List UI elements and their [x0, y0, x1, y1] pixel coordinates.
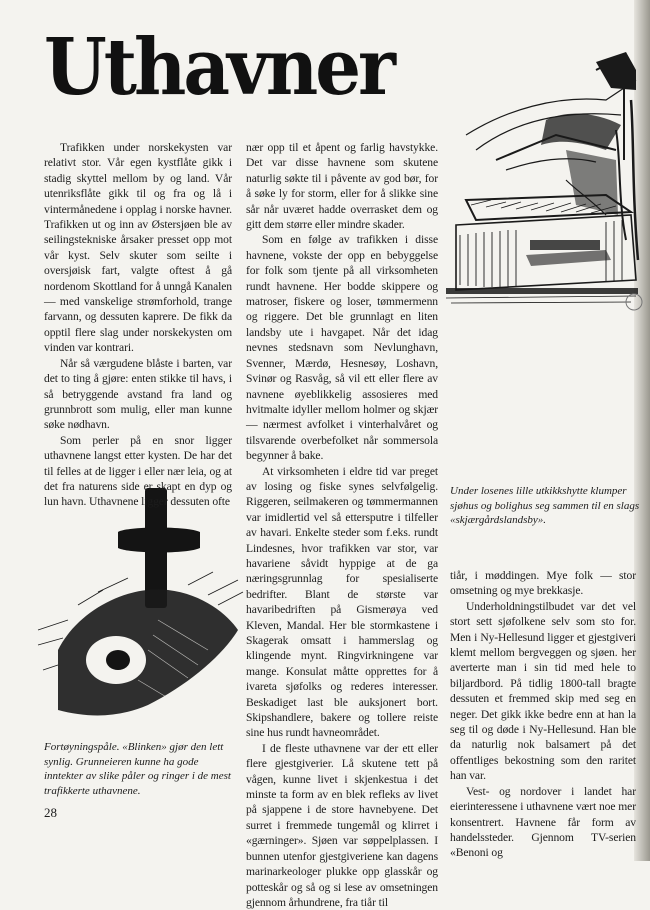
paragraph: nær opp til et åpent og farlig havstykke. Det var disse havnene som skutene naturlig søkte til i påvente av god bør, for å søke ly for storm, eller for å slikke sine sår når uværet hadde overrasket dem og gitt dem større eller mindre skader. [246, 141, 438, 232]
page-title: Uthavner [44, 20, 393, 113]
page-number: 28 [44, 805, 57, 820]
paragraph: tiår, i møddingen. Mye folk — stor omsetning og mye brekkasje. [450, 569, 636, 598]
paragraph: At virksomheten i eldre tid var preget av losing og fiske synes selvfølgelig. Riggeren, seilmakeren og tømmermannen var imidlertid vel så ettersputre i tilfeller av havari. Enkelte steder som f.eks. rundt Lindesnes, hvor trafikken var stor, var havariene såvidt hyppige at de ga næringsgrunnlag for spesialiserte bedrifter. Blant de største var havaribedriften på Gismerøya ved Kleven, Mandal. Her ble stormkastene i Skagerak omsatt i hammerslag og klingende mynt. Ringvirkningene var mange. Konsulat måtte opprettes for å ivareta sjøfolks og rederes interesser. Beskadiget last ble auksjonert bort. Skipshandlere, bakere og tollere reiste sine hus rundt havneområdet. [246, 464, 438, 740]
text-column-2 [246, 140, 438, 910]
paragraph: Som en følge av trafikken i disse havnene, vokste der opp en bebyggelse for folk som tjente på all virksomheten rundt havnene. Her bodde skippere og matroser, fiskere og loser, tømmermenn og riggere. Det ble grunnlagt en liten landsby ute i havgapet. Når det idag nevnes stedsnavn som Nevlunghavn, Svenner, Mærdø, Hesnesøy, Loshavn, Svinør og Rasvåg, så vil ett eller flere av navnene øyeblikkelig assosieres med hvitmalte idyller mellom holmer og skjær — nærmest avfolket i vinterhalvåret og tilsvarende overbefolket når sommersola begynner å bake. [246, 233, 438, 463]
paragraph: Trafikken under norskekysten var relativt stor. Vår egen kystflåte gikk i stadig skyttel mellom by og land. Vår utenriksflåte gikk til og fra og lå i vintermånedene i opplag i norske havner. Trafikken ut og inn av Østersjøen ble av seilingstekniske årsaker presset opp mot vår kyst. Selv skuter som seilte i oversjøisk fart, valgte oftest å gå nordenom Skottland for å unngå Kanalen — med vanskelige strømforhold, trange farvann, og dessuten kaprere. De fikk da opptil flere slag under norskekysten om vinden var kontrari. [44, 141, 232, 355]
text-column-1 [44, 140, 232, 510]
caption-mooring-pole: Fortøyningspåle. «Blinken» gjør den lett synlig. Grunneieren kunne ha gode inntekter av slike påler og ringer i de mest trafikkerte uthavnene. [44, 741, 231, 797]
paragraph: Underholdningstilbudet var det vel stort sett sjøfolkene selv som sto for. Men i Ny-Hellesund ligger et gjestgiveri klemt mellom bergveggen og sjøen. her averterte man i sin tid med hele to biljardbord. På tidlig 1800-tall bragte dessuten et fremmed skip med seg en neger. Det gikk ikke bedre enn at han la seg til og døde i Ny-Hellesund. Han ble da naturlig nok balsamert på det offentliges bekostning som den raritet han var. [450, 599, 636, 783]
harbor-village-illustration [446, 40, 646, 320]
mooring-pole-illustration [38, 480, 248, 730]
text-column-3 [450, 568, 636, 861]
paragraph: I de fleste uthavnene var der ett eller flere gjestgiverier. Lå skutene tett på vågen, kunne livet i skjenkestua i det minste ta form av en blek refleks av livet på sjappene i de store havnebyene. Det surret i fremmede tungemål og klirret i «gærninger». Sjøen var søppelplassen. I bunnen utenfor gjestgiveriene kan dagens marinarkeologer plukke opp glasskår og potteskår og så og si lese av omsetningen gjennom århundrene, fra tiår til [246, 741, 438, 909]
paragraph: Når så værgudene blåste i barten, var det to ting å gjøre: enten stikke til havs, i så betryggende avstand fra land og grunnbrott som mulig, eller man kunne søke nødhavn. [44, 356, 232, 432]
paragraph: Vest- og nordover i landet har eierinteressene i uthavnene vært noe mer konsentrert. Havnene får form av handelssteder. Gjennom TV-serien «Benoni og [450, 784, 636, 860]
caption-harbor-village: Under losenes lille utkikkshytte klumper sjøhus og bolighus seg sammen til en slags «skjærgårdslandsby». [450, 485, 640, 526]
paragraph: Som perler på en snor ligger uthavnene langst etter kysten. De har det til felles at de ligger i eller nær leia, og at det fra naturens side er skapt en dyp og lun havn. Uthavnene ligger dessuten ofte [44, 433, 232, 509]
